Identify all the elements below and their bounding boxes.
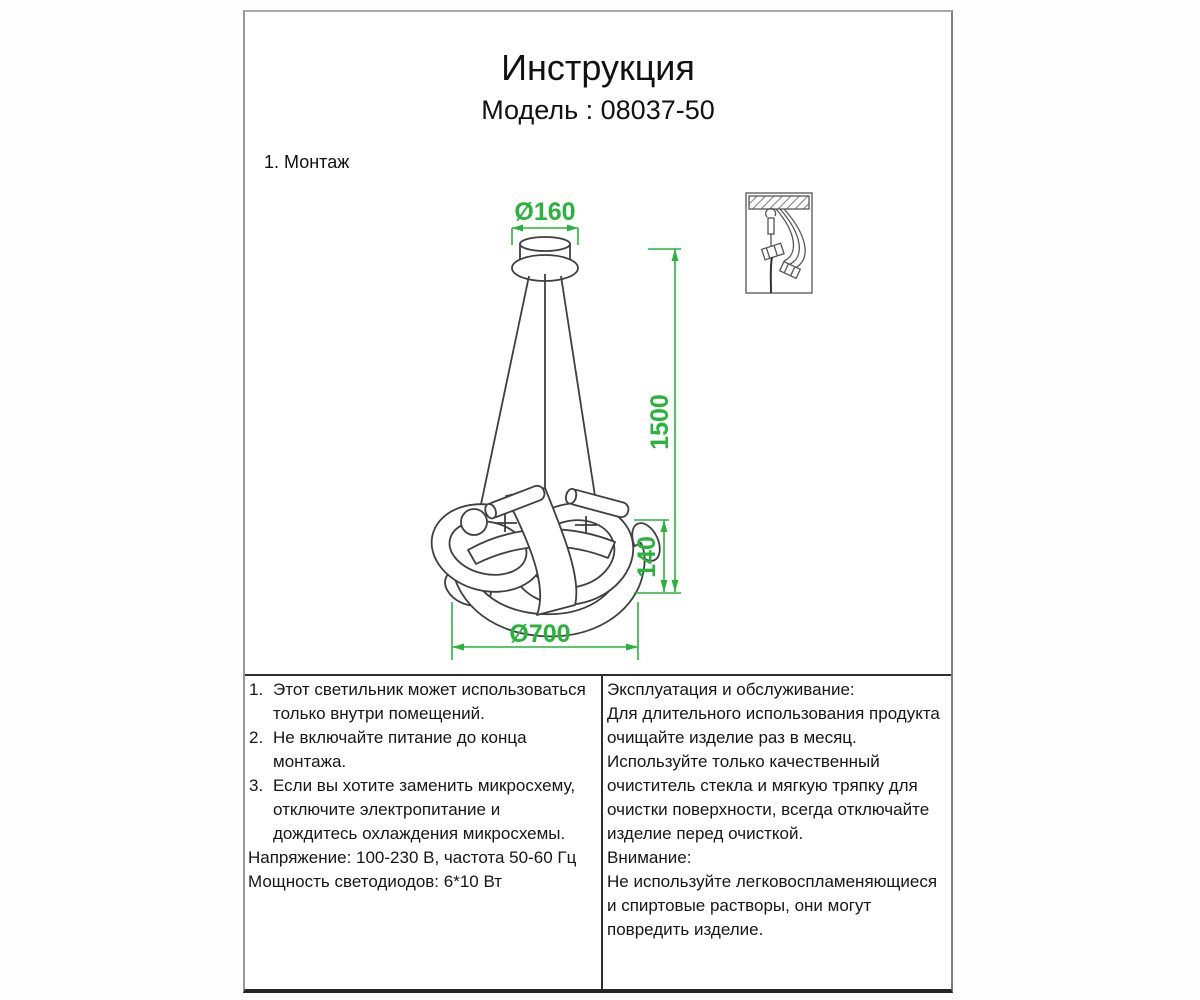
maintenance-line: Используйте только качественный [607, 752, 880, 771]
note-line: монтажа. [273, 752, 347, 771]
model-number: Модель : 08037-50 [481, 95, 715, 125]
notes-table [245, 674, 951, 989]
safety-notes-column [245, 676, 603, 989]
maintenance-line: очиститель стекла и мягкую тряпку для [607, 776, 918, 795]
maintenance-title: Эксплуатация и обслуживание: [607, 680, 855, 699]
maintenance-line: изделие перед очисткой. [607, 824, 804, 843]
note-item-3 [248, 774, 601, 846]
note-line: только внутри помещений. [273, 704, 485, 723]
note-line: Если вы хотите заменить микросхему, [273, 776, 576, 795]
dim-lamp-diameter-label: Ø700 [509, 620, 571, 648]
note-line: Не включайте питание до конца [273, 728, 527, 747]
maintenance-line: очищайте изделие раз в месяц. [607, 728, 857, 747]
note-line: Этот светильник может использоваться [273, 680, 586, 699]
voltage-spec: Напряжение: 100-230 В, частота 50-60 Гц [248, 848, 577, 867]
maintenance-column [603, 676, 951, 989]
page-title: Инструкция [501, 47, 695, 88]
note-number: 2. [249, 728, 264, 747]
dim-height-label: 1500 [646, 394, 674, 450]
decorative-knot-lamp-body [423, 484, 666, 637]
maintenance-line: Для длительного использования продукта [607, 704, 940, 723]
dim-lamp-height-label: 140 [633, 536, 661, 578]
note-number: 3. [249, 776, 264, 795]
warning-line: повредить изделие. [607, 920, 764, 939]
instruction-page [243, 10, 953, 993]
maintenance-line: очистки поверхности, всегда отключайте [607, 800, 930, 819]
note-item-2 [248, 726, 601, 774]
dim-canopy-diameter-label: Ø160 [514, 198, 576, 226]
note-number: 1. [249, 680, 264, 699]
note-item-1 [248, 678, 601, 726]
warning-line: Не используйте легковоспламеняющиеся [607, 872, 938, 891]
pendant-lamp-drawing [423, 237, 666, 636]
warning-line: и спиртовые растворы, они могут [607, 896, 872, 915]
note-line: дождитесь охлаждения микросхемы. [273, 824, 566, 843]
warning-title: Внимание: [607, 848, 692, 867]
led-power-spec: Мощность светодиодов: 6*10 Вт [248, 872, 503, 891]
note-line: отключите электропитание и [273, 800, 501, 819]
installation-drawing [245, 172, 951, 672]
ceiling-mount-inset [746, 193, 812, 293]
section-1-montage-label: 1. Монтаж [264, 152, 350, 172]
